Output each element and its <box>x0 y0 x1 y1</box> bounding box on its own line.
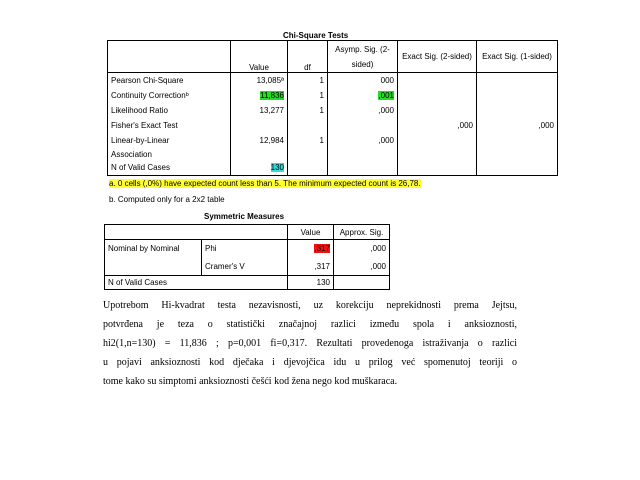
chi-square-header-row <box>108 41 558 73</box>
row-label: Continuity Correctionᵇ <box>108 88 231 103</box>
highlighted-sig: ,001 <box>378 90 394 100</box>
row-label: Pearson Chi-Square <box>108 73 231 88</box>
paragraph-line: Upotrebom Hi-kvadrat testa nezavisnosti, uz korekciju neprekidnosti prema Jejtsu, <box>103 300 517 311</box>
cell-df: 1 <box>288 73 328 88</box>
cell-value <box>231 88 288 103</box>
cell-asymp <box>328 148 398 161</box>
cell-df: 1 <box>288 103 328 118</box>
cell-asymp <box>328 118 398 133</box>
table-row <box>105 276 390 290</box>
footnote-b: b. Computed only for a 2x2 table <box>109 195 225 204</box>
cell-sig <box>334 276 390 290</box>
table-row <box>108 133 558 148</box>
symmetric-header-row <box>105 225 390 240</box>
highlighted-value: 11,836 <box>260 90 284 100</box>
cell-exact1: ,000 <box>477 118 558 133</box>
paragraph-line: tome kako su simptomi anksioznosti češći kod žena nego kod muškaraca. <box>103 376 398 387</box>
row-label: Linear-by-Linear <box>108 133 231 148</box>
results-paragraph <box>103 296 517 391</box>
group-label: Nominal by Nominal <box>105 240 202 258</box>
paragraph-line: hi2(1,n=130) = 11,836 ; p=0,001 fi=0,317. Rezultati provedenoga istraživanja o razlici <box>103 338 517 349</box>
cell-exact2 <box>398 88 477 103</box>
cell-df <box>288 118 328 133</box>
cell-df <box>288 161 328 176</box>
cell-value: ,317 <box>288 258 334 276</box>
header-blank <box>105 225 202 240</box>
header-exact-sig-2: Exact Sig. (2-sided) <box>398 41 477 73</box>
group-label: N of Valid Cases <box>105 276 288 290</box>
cell-exact1 <box>477 148 558 161</box>
cell-df: 1 <box>288 133 328 148</box>
cell-exact2 <box>398 103 477 118</box>
footnote-a-text: a. 0 cells (,0%) have expected count less than 5. The minimum expected count is 26,78. <box>109 179 421 188</box>
table-row <box>108 88 558 103</box>
header-df: df <box>288 41 328 73</box>
paragraph-line: u pojavi anksioznosti kod dječaka i djevojčica idu u prilog već spomenutoj teoriji o <box>103 357 517 368</box>
paragraph-line: potvrđena je teza o statistički značajnoj razlici između spola i anksioznosti, <box>103 319 517 330</box>
measure-label: Cramer's V <box>202 258 288 276</box>
cell-exact2 <box>398 133 477 148</box>
header-approx-sig: Approx. Sig. <box>334 225 390 240</box>
cell-exact2 <box>398 161 477 176</box>
table-row <box>108 148 558 161</box>
cell-asymp: ,000 <box>328 133 398 148</box>
group-label <box>105 258 202 276</box>
measure-label: Phi <box>202 240 288 258</box>
cell-exact2 <box>398 73 477 88</box>
cell-exact1 <box>477 103 558 118</box>
cell-exact1 <box>477 73 558 88</box>
cell-value: 12,984 <box>231 133 288 148</box>
cell-value <box>231 161 288 176</box>
cell-df: 1 <box>288 88 328 103</box>
highlighted-n: 130 <box>270 163 284 173</box>
chi-square-table <box>107 40 558 176</box>
cell-exact2 <box>398 148 477 161</box>
row-label: Association <box>108 148 231 161</box>
table-row <box>108 103 558 118</box>
table-row <box>105 240 390 258</box>
table-row <box>108 161 558 176</box>
cell-exact1 <box>477 133 558 148</box>
cell-exact1 <box>477 88 558 103</box>
cell-value: 130 <box>288 276 334 290</box>
header-blank <box>202 225 288 240</box>
cell-asymp <box>328 161 398 176</box>
cell-exact2: ,000 <box>398 118 477 133</box>
highlighted-phi: ,317 <box>314 244 330 254</box>
header-value: Value <box>288 225 334 240</box>
cell-value: 13,085ª <box>231 73 288 88</box>
header-exact-sig-1: Exact Sig. (1-sided) <box>477 41 558 73</box>
header-value: Value <box>231 41 288 73</box>
cell-value <box>288 240 334 258</box>
row-label: Fisher's Exact Test <box>108 118 231 133</box>
table-row <box>108 118 558 133</box>
header-asymp-sig: Asymp. Sig. (2-sided) <box>328 41 398 73</box>
header-blank <box>108 41 231 73</box>
row-label: Likelihood Ratio <box>108 103 231 118</box>
row-label: N of Valid Cases <box>108 161 231 176</box>
cell-df <box>288 148 328 161</box>
symmetric-measures-title: Symmetric Measures <box>204 212 285 221</box>
cell-sig: ,000 <box>334 258 390 276</box>
table-row <box>108 73 558 88</box>
table-row <box>105 258 390 276</box>
footnote-a <box>109 179 421 188</box>
cell-asymp: ,000 <box>328 103 398 118</box>
cell-exact1 <box>477 161 558 176</box>
cell-value <box>231 118 288 133</box>
chi-square-title: Chi-Square Tests <box>283 31 349 40</box>
cell-asymp <box>328 88 398 103</box>
cell-sig: ,000 <box>334 240 390 258</box>
cell-asymp: 000 <box>328 73 398 88</box>
symmetric-measures-table <box>104 224 390 290</box>
cell-value: 13,277 <box>231 103 288 118</box>
cell-value <box>231 148 288 161</box>
